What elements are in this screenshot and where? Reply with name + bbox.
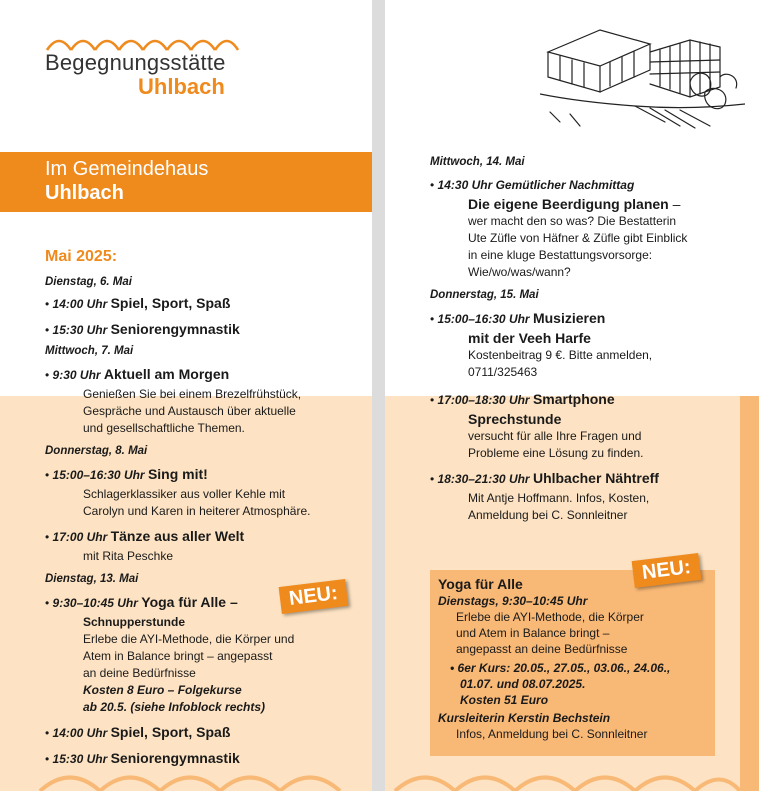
header-line2: Uhlbach [45,182,124,204]
day-heading: Donnerstag, 8. Mai [45,445,148,457]
desc-line: 0711/325463 [468,365,538,379]
event-title: Seniorengymnastik [110,321,240,337]
event-cost [45,682,345,716]
desc-line: Genießen Sie bei einem Brezelfrühstück, [83,387,302,401]
event-time: 15:30 Uhr [52,323,108,337]
event-title: Yoga für Alle [141,594,227,610]
yoga-info-box [430,570,715,756]
event: • 14:30 Uhr Gemütlicher Nachmittag [430,178,635,192]
event-time: 15:00–16:30 Uhr [52,468,145,482]
event: • 17:00–18:30 Uhr Smartphone [430,391,615,407]
new-badge: NEU: [279,579,349,614]
desc-line: Erlebe die AYI-Methode, die Körper und [83,632,295,646]
event: • 15:00–16:30 Uhr Musizieren [430,310,606,326]
desc-line: Probleme eine Lösung zu finden. [468,446,644,460]
yoga-box-leader: Kursleiterin Kerstin Bechstein [438,711,611,725]
event-subtitle: Sprechstunde [468,411,562,427]
event: • 15:00–16:30 Uhr Sing mit! [45,466,208,482]
new-badge: NEU: [632,553,702,588]
desc-line: Schlagerklassiker aus voller Kehle mit [83,487,286,501]
event-subtitle: mit der Veeh Harfe [468,330,591,346]
header-line1: Im Gemeindehaus [45,158,209,180]
event-description [430,213,730,281]
fold-divider [372,0,385,791]
brand-name: Begegnungsstätte [45,50,226,75]
event: • 9:30–10:45 Uhr Yoga für Alle – [45,594,238,610]
event-time: 15:00–16:30 Uhr [437,312,530,326]
event-description [45,548,345,565]
event-title: Seniorengymnastik [110,750,240,766]
event-description [45,631,345,682]
event: • 14:00 Uhr Spiel, Sport, Spaß [45,295,231,311]
left-page [0,0,372,791]
event-time: 14:00 Uhr [52,726,108,740]
event-title: Spiel, Sport, Spaß [110,724,231,740]
yoga-box-info: Infos, Anmeldung bei C. Sonnleitner [456,727,648,741]
desc-line: Erlebe die AYI-Methode, die Körper [456,610,644,624]
event-description [430,428,730,462]
day-heading: Mittwoch, 14. Mai [430,156,525,168]
event-time: 9:30 Uhr [52,368,101,382]
left-schedule [45,248,345,770]
desc-line: angepasst an deine Bedürfnisse [456,642,628,656]
desc-line: mit Rita Peschke [83,549,174,563]
event-title: Musizieren [532,310,606,326]
event-title: Gemütlicher Nachmittag [495,178,635,192]
event-title: Tänze aus aller Welt [110,528,245,544]
desc-line: und Atem in Balance bringt – [456,626,610,640]
desc-line: versucht für alle Ihre Fragen und [468,429,642,443]
subtitle-dash: – [668,196,681,212]
desc-line: Kostenbeitrag 9 €. Bitte anmelden, [468,348,653,362]
day-heading: Dienstag, 6. Mai [45,276,132,288]
event: • 9:30 Uhr Aktuell am Morgen [45,366,230,382]
event-time: 14:30 Uhr [437,178,493,192]
orange-edge-strip [740,396,759,791]
desc-line: Carolyn und Karen in heiterer Atmosphäre. [83,504,311,518]
desc-line: Mit Antje Hoffmann. Infos, Kosten, [468,491,650,505]
desc-line: und gesellschaftliche Themen. [83,421,245,435]
desc-line: in eine kluge Bestattungsvorsorge: [468,248,653,262]
event: • 15:30 Uhr Seniorengymnastik [45,321,240,337]
event-time: 15:30 Uhr [52,752,108,766]
event-subtitle: Schnupperstunde [83,615,186,629]
event-title-dash: – [226,594,238,610]
yoga-box-description [438,609,707,657]
desc-line: Ute Züfle von Häfner & Züfle gibt Einblick [468,231,688,245]
course-line: Kosten 51 Euro [460,693,549,707]
event: • 17:00 Uhr Tänze aus aller Welt [45,528,245,544]
event-title: Uhlbacher Nähtreff [532,470,659,486]
month-heading: Mai 2025: [45,248,118,265]
desc-line: Wie/wo/was/wann? [468,265,571,279]
event-title: Sing mit! [147,466,208,482]
event-time: 14:00 Uhr [52,297,108,311]
subtitle-text: Die eigene Beerdigung planen [468,196,669,212]
course-line: 01.07. und 08.07.2025. [460,677,586,691]
event-time: 9:30–10:45 Uhr [52,596,138,610]
event-description [45,486,345,520]
right-schedule [430,150,730,524]
day-heading: Dienstag, 13. Mai [45,573,139,585]
event-time: 17:00 Uhr [52,530,108,544]
event-time: 17:00–18:30 Uhr [437,393,530,407]
location-header [0,152,372,212]
event-title: Smartphone [532,391,615,407]
desc-line: Gespräche und Austausch über aktuelle [83,404,296,418]
yoga-box-title: Yoga für Alle [438,576,523,592]
brand-location: Uhlbach [138,74,225,99]
cost-line: Kosten 8 Euro – Folgekurse [83,683,242,697]
yoga-box-day: Dienstags, 9:30–10:45 Uhr [438,594,588,608]
desc-line: an deine Bedürfnisse [83,666,196,680]
event-title: Aktuell am Morgen [103,366,230,382]
desc-line: wer macht den so was? Die Bestatterin [468,214,677,228]
event-description [430,490,730,524]
desc-line: Atem in Balance bringt – angepasst [83,649,273,663]
event-description [430,347,730,381]
event: • 14:00 Uhr Spiel, Sport, Spaß [45,724,231,740]
desc-line: Anmeldung bei C. Sonnleitner [468,508,628,522]
event: • 15:30 Uhr Seniorengymnastik [45,750,240,766]
event: • 18:30–21:30 Uhr Uhlbacher Nähtreff [430,470,659,486]
decorative-arcs-icon [0,760,759,791]
day-heading: Mittwoch, 7. Mai [45,345,134,357]
building-sketch-icon [540,22,745,134]
yoga-box-course [438,660,707,708]
event-title: Spiel, Sport, Spaß [110,295,231,311]
course-line: • 6er Kurs: 20.05., 27.05., 03.06., 24.06., [450,661,671,675]
day-heading: Donnerstag, 15. Mai [430,289,539,301]
event-time: 18:30–21:30 Uhr [437,472,530,486]
cost-line: ab 20.5. (siehe Infoblock rechts) [83,700,266,714]
event-description [45,386,345,437]
event-subtitle [430,196,730,213]
logo-arcs-icon [45,30,240,52]
